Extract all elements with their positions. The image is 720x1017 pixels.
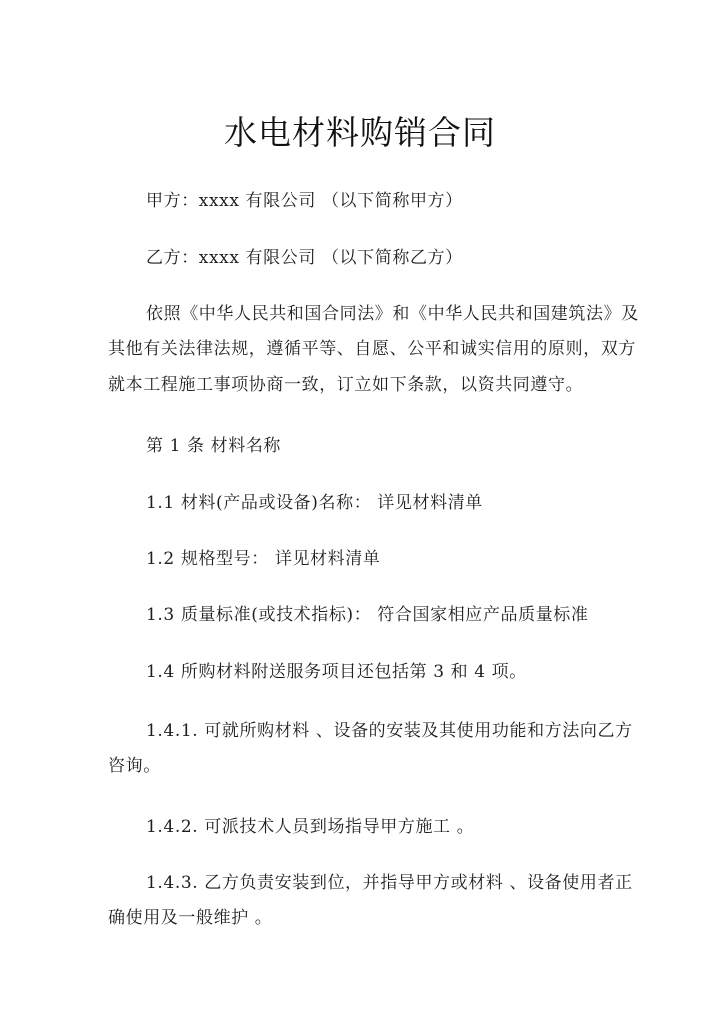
preamble-line-2: 其他有关法律法规，遵循平等、自愿、公平和诚实信用的原则，双方: [108, 339, 636, 359]
clause-1-3: 1.3 质量标准(或技术指标)： 符合国家相应产品质量标准: [146, 605, 589, 625]
clause-1-4-1-line-2: 咨询。: [108, 756, 161, 776]
article-1-heading: 第 1 条 材料名称: [146, 436, 282, 456]
clause-1-4: 1.4 所购材料附送服务项目还包括第 3 和 4 项。: [146, 662, 527, 682]
party-b-line: 乙方：xxxx 有限公司 （以下简称乙方）: [146, 248, 463, 268]
clause-1-4-3-line-1: 1.4.3. 乙方负责安装到位，并指导甲方或材料 、设备使用者正: [146, 873, 633, 893]
clause-1-1: 1.1 材料(产品或设备)名称： 详见材料清单: [146, 493, 483, 513]
clause-1-2: 1.2 规格型号： 详见材料清单: [146, 549, 381, 569]
clause-1-4-2-line-1: 1.4.2. 可派技术人员到场指导甲方施工 。: [146, 817, 475, 837]
clause-1-4-1-line-1: 1.4.1. 可就所购材料 、设备的安装及其使用功能和方法向乙方: [146, 721, 633, 741]
document-title: 水电材料购销合同: [224, 113, 496, 152]
clause-1-4-3-line-2: 确使用及一般维护 。: [108, 908, 273, 928]
preamble-line-1: 依照《中华人民共和国合同法》和《中华人民共和国建筑法》及: [146, 304, 639, 324]
party-a-line: 甲方：xxxx 有限公司 （以下简称甲方）: [146, 191, 463, 211]
preamble-line-3: 就本工程施工事项协商一致，订立如下条款，以资共同遵守。: [108, 375, 584, 395]
